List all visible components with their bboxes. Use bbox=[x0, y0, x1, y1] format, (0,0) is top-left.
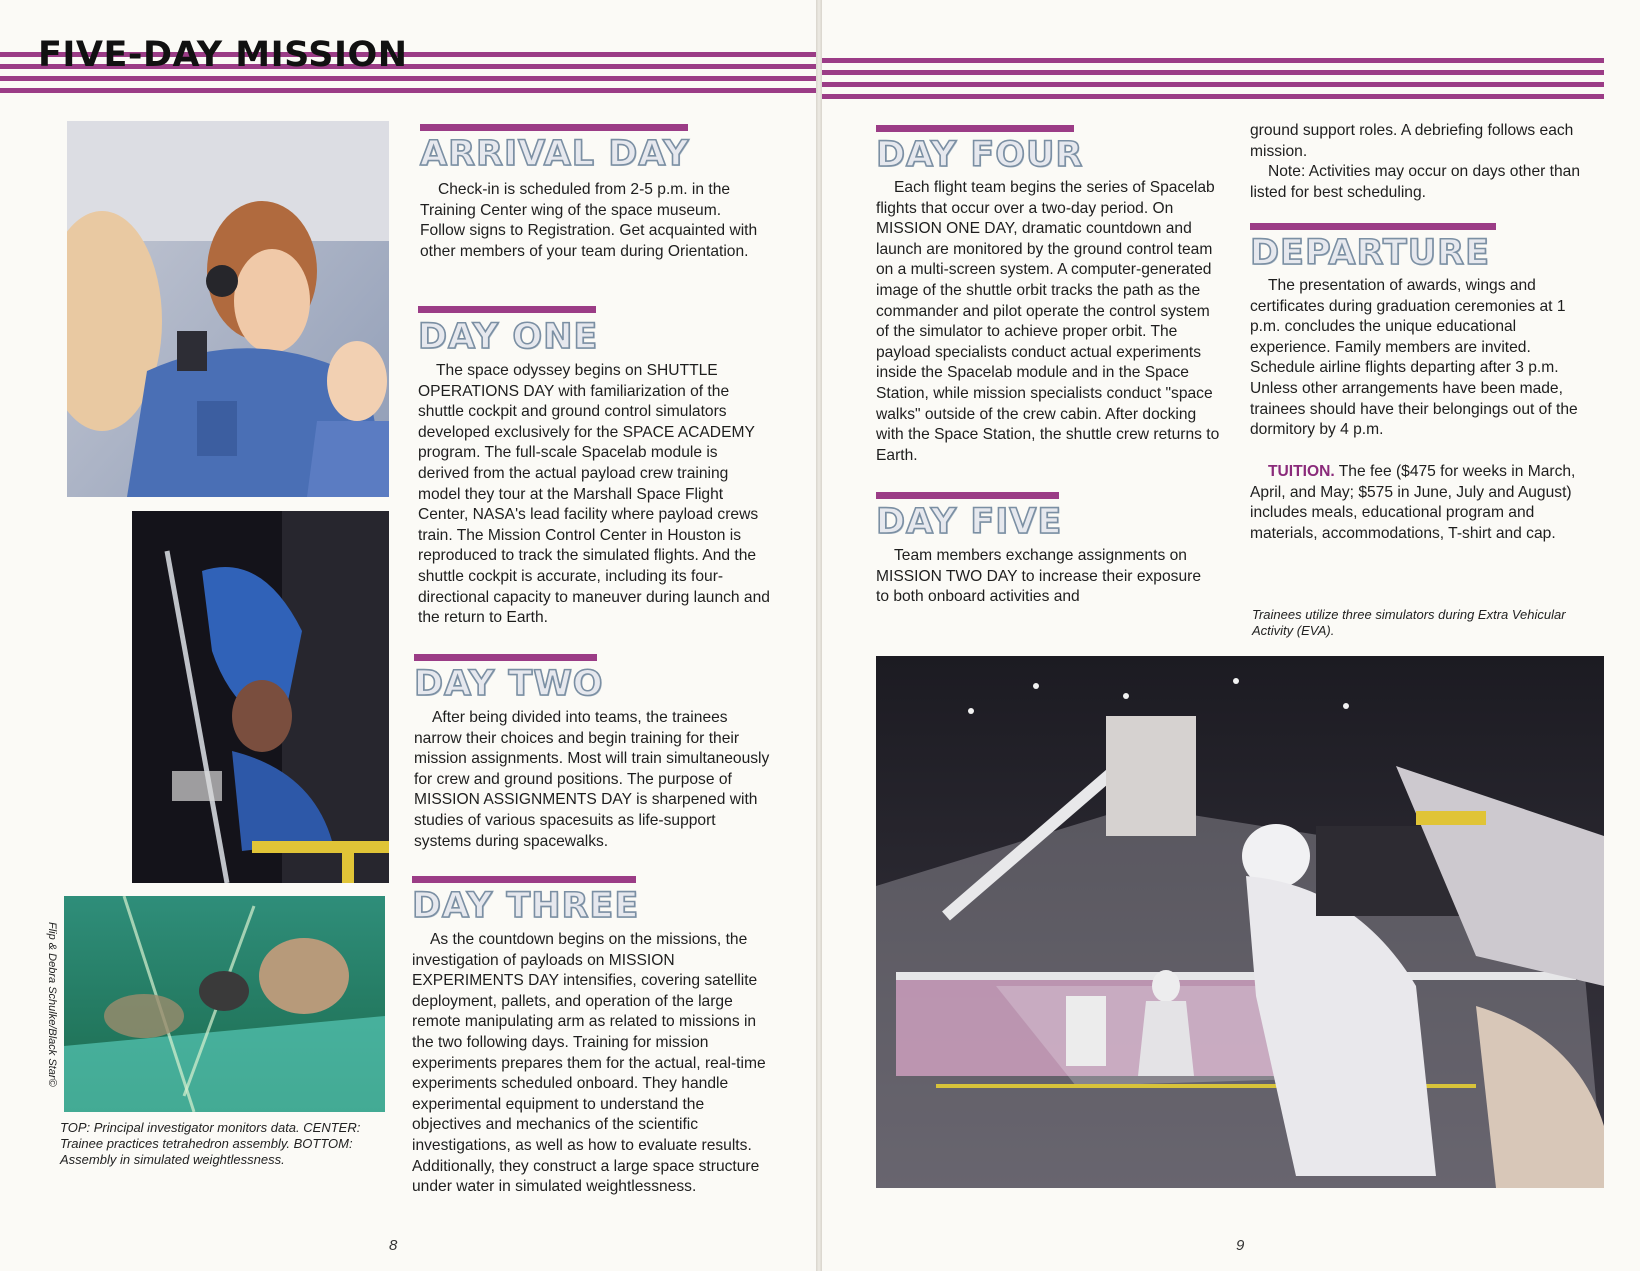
day-one-bar bbox=[418, 306, 596, 313]
scheduling-note: Note: Activities may occur on days other than listed for best scheduling. bbox=[1250, 163, 1581, 201]
day-five-continued bbox=[1250, 121, 1600, 203]
day-four-heading: DAY FOUR bbox=[876, 135, 1084, 175]
day-two-paragraph: After being divided into teams, the trainees narrow their choices and begin training for their mission assignments. Most will train simultaneously for crew and ground positions. The purpose of MISSION ASSIGNMENTS DAY is sharpened with studies of various spacesuits as life-support systems during spacewalks. bbox=[414, 709, 770, 850]
day-one-heading: DAY ONE bbox=[418, 317, 599, 357]
left-photo-caption: TOP: Principal investigator monitors data. CENTER: Trainee practices tetrahedron assembly. BOTTOM: Assembly in simulated weightlessness. bbox=[60, 1120, 361, 1167]
trainee-tetrahedron-assembly-photo bbox=[132, 511, 389, 883]
day-one-text bbox=[418, 361, 770, 629]
tuition-text bbox=[1250, 462, 1600, 544]
continued-paragraph: ground support roles. A debriefing follows each mission. bbox=[1250, 122, 1574, 160]
departure-paragraph: The presentation of awards, wings and certificates during graduation ceremonies at 1 p.m. concludes the unique educational experience. Family members are invited. Schedule airline flights departing after 3 p.m. Unless other arrangements have been made, trainees should have their belongings out of the dormitory by 4 p.m. bbox=[1250, 277, 1578, 439]
eva-photo-caption: Trainees utilize three simulators during Extra Vehicular Activity (EVA). bbox=[1252, 607, 1566, 638]
underwater-assembly-photo bbox=[64, 896, 385, 1112]
day-three-paragraph: As the countdown begins on the missions, the investigation of payloads on MISSION EXPERIMENTS DAY intensifies, covering satellite deployment, pallets, and operation of the large remote manipulating arm as related to missions in the two following days. Training for mission experiments prepares them for the actual, real-time experiments scheduled onboard. They handle experimental equipment to understand the objectives and mechanics of the scientific investigations, as well as how to evaluate results. Additionally, they construct a large space structure under water in simulated weightlessness. bbox=[412, 931, 766, 1196]
day-three-text bbox=[412, 930, 772, 1198]
day-three-bar bbox=[412, 876, 636, 883]
day-two-bar bbox=[414, 654, 597, 661]
arrival-day-text bbox=[420, 180, 770, 262]
photo-credit: Flip & Debra Schulke/Black Star© bbox=[46, 922, 58, 1087]
trainees-with-headsets-photo bbox=[67, 121, 389, 497]
departure-text bbox=[1250, 276, 1600, 441]
header-stripes-right bbox=[822, 58, 1604, 104]
day-five-heading: DAY FIVE bbox=[876, 502, 1063, 542]
day-five-bar bbox=[876, 492, 1059, 499]
page-number-left: 8 bbox=[389, 1237, 398, 1254]
day-three-heading: DAY THREE bbox=[412, 886, 640, 926]
tuition-details: The fee ($475 for weeks in March, April, and May; $575 in June, July and August) includes meals, educational program and materials, accommodations, T-shirt and cap. bbox=[1250, 463, 1576, 542]
day-one-paragraph: The space odyssey begins on SHUTTLE OPERATIONS DAY with familiarization of the shuttle cockpit and ground control simulators developed exclusively for the SPACE ACADEMY program. The full-scale Spacelab module is derived from the actual payload crew training model they tour at the Marshall Space Flight Center, NASA's lead facility where payload crews train. The Mission Control Center in Houston is reproduced to track the simulated flights. And the shuttle cockpit is accurate, including its four-directional capacity to maneuver during launch and the return to Earth. bbox=[418, 362, 770, 627]
day-five-paragraph: Team members exchange assignments on MISSION TWO DAY to increase their exposure to both onboard activities and bbox=[876, 547, 1201, 606]
tuition-paragraph bbox=[1250, 462, 1600, 544]
tuition-label: TUITION. bbox=[1268, 463, 1335, 480]
eva-simulators-photo bbox=[876, 656, 1604, 1188]
arrival-day-paragraph: Check-in is scheduled from 2-5 p.m. in the Training Center wing of the space museum. Follow signs to Registration. Get acquainted with other members of your team during Orientation. bbox=[420, 181, 758, 260]
left-page bbox=[0, 0, 818, 1271]
day-four-paragraph: Each flight team begins the series of Spacelab flights that occur over a two-day period. On MISSION ONE DAY, dramatic countdown and launch are monitored by the ground control team on a multi-screen system. A computer-generated image of the shuttle orbit tracks the path as the commander and pilot operate the control system of the simulator to achieve proper orbit. The payload specialists conduct actual experiments inside the Spacelab module and in the Space Station, while mission specialists conduct "space walks" outside of the crew cabin. After docking with the Space Station, the shuttle crew returns to Earth. bbox=[876, 179, 1220, 464]
day-two-heading: DAY TWO bbox=[414, 664, 604, 704]
day-two-text bbox=[414, 708, 770, 852]
arrival-day-heading: ARRIVAL DAY bbox=[420, 134, 690, 174]
day-four-bar bbox=[876, 125, 1074, 132]
day-four-text bbox=[876, 178, 1226, 466]
spread-title: FIVE-DAY MISSION bbox=[38, 35, 408, 75]
arrival-day-bar bbox=[420, 124, 688, 131]
departure-bar bbox=[1250, 223, 1496, 230]
right-page bbox=[822, 0, 1640, 1271]
page-number-right: 9 bbox=[1236, 1237, 1245, 1254]
departure-heading: DEPARTURE bbox=[1250, 233, 1491, 273]
day-five-text bbox=[876, 546, 1206, 608]
